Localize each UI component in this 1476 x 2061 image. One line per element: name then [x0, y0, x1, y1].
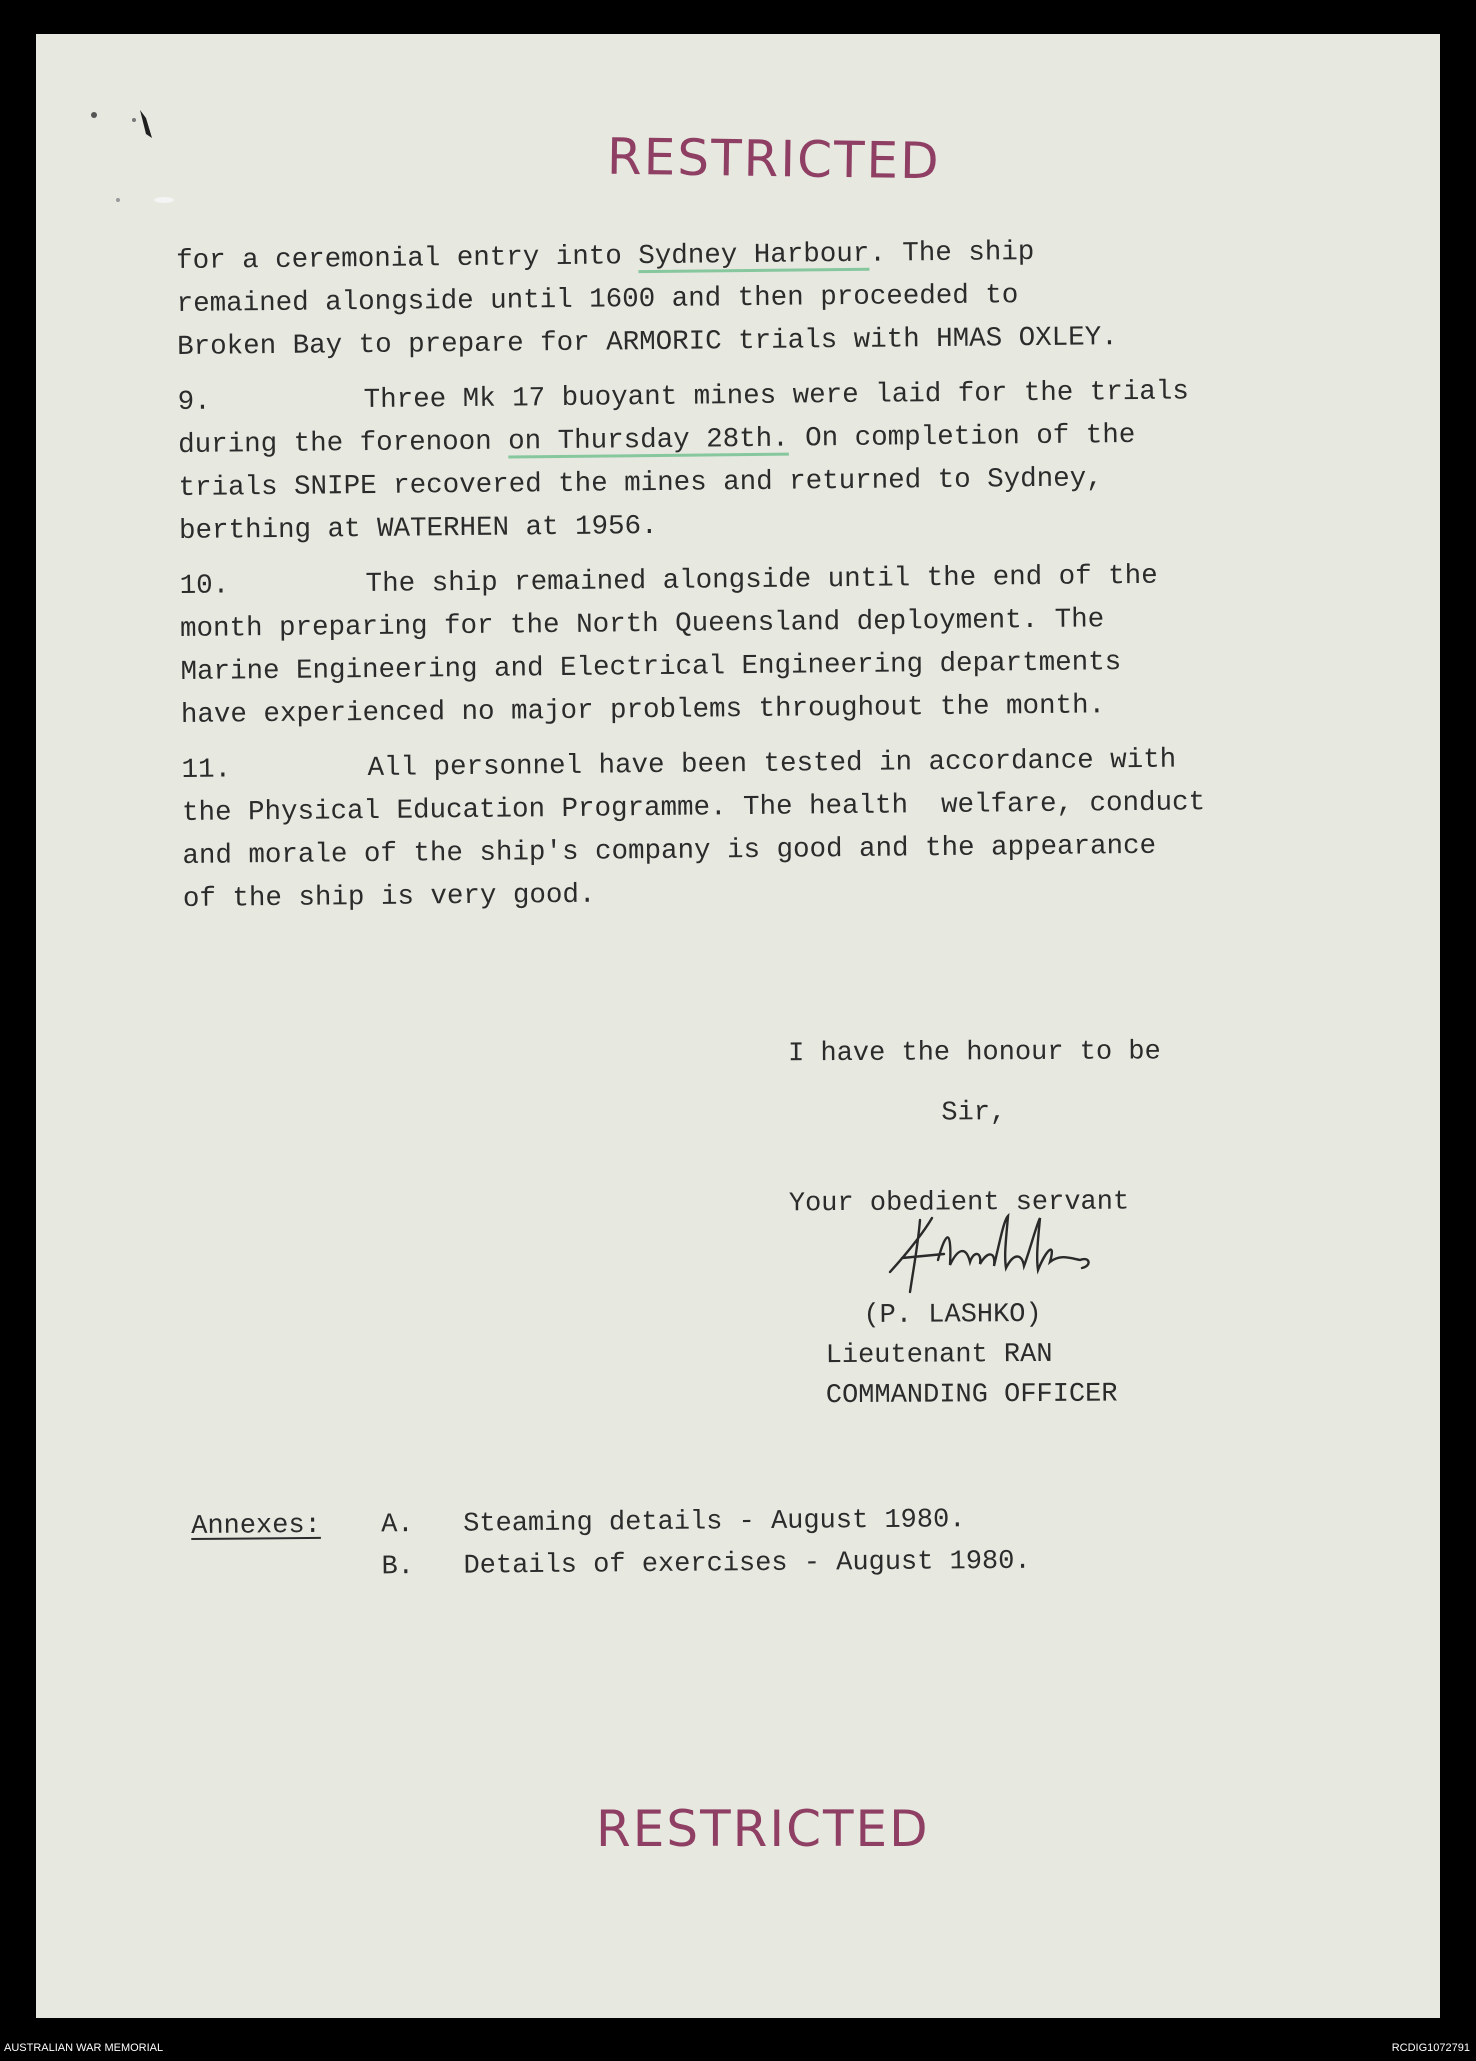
annex-text: Details of exercises - August 1980. — [463, 1546, 1031, 1582]
closing-servant: Your obedient servant — [788, 1187, 1130, 1220]
closing-honour: I have the honour to be — [788, 1037, 1161, 1070]
paragraph-8-continuation — [176, 228, 1337, 369]
para9-number: 9. — [177, 386, 211, 418]
signatory-title: COMMANDING OFFICER — [825, 1379, 1118, 1412]
para10-first-text: The ship remained alongside until the end of the — [365, 560, 1158, 601]
handwritten-signature — [880, 1210, 1160, 1300]
closing-sir: Sir, — [941, 1098, 1007, 1129]
para10-line-2: Marine Engineering and Electrical Engineering departments — [180, 647, 1122, 688]
para8-line-2: remained alongside until 1600 and then proceeded to — [176, 280, 1019, 320]
annex-item-a — [381, 1499, 966, 1546]
paragraph-9 — [177, 369, 1339, 553]
para11-line-3: of the ship is very good. — [182, 879, 596, 915]
footer-record-id: RCDIG1072791 — [1391, 2042, 1470, 2054]
para8-line-1-pre: for a ceremonial entry into — [176, 241, 639, 277]
para11-line-1: the Physical Education Programme. The health welfare, conduct — [181, 787, 1206, 829]
para9-line-2: trials SNIPE recovered the mines and returned to Sydney, — [178, 463, 1103, 504]
punch-holes-marks — [36, 34, 236, 214]
annex-letter: A. — [381, 1510, 414, 1541]
para9-line-3: berthing at WATERHEN at 1956. — [178, 510, 658, 547]
para8-line-1-post: . The ship — [869, 237, 1035, 270]
para8-line-3: Broken Bay to prepare for ARMORIC trials with HMAS OXLEY. — [176, 322, 1118, 363]
restricted-stamp-bottom: RESTRICTED — [596, 1800, 930, 1858]
annex-text: Steaming details - August 1980. — [463, 1505, 966, 1540]
para11-first-text: All personnel have been tested in accordance with — [367, 744, 1177, 785]
footer-archive-name: AUSTRALIAN WAR MEMORIAL — [4, 2042, 164, 2054]
para10-line-3: have experienced no major problems throughout the month. — [180, 690, 1106, 731]
para9-line-1-post: On completion of the — [788, 419, 1136, 455]
para9-line-1-pre: during the forenoon — [177, 426, 509, 461]
para11-line-2: and morale of the ship's company is good and the appearance — [182, 830, 1157, 872]
letter-body — [176, 228, 1343, 933]
closing-block — [788, 1037, 1288, 1412]
annex-item-b — [381, 1541, 1030, 1589]
para10-number: 10. — [179, 570, 230, 602]
paragraph-10 — [179, 553, 1341, 737]
thursday-highlight: on Thursday 28th. — [508, 423, 789, 458]
para10-line-1: month preparing for the North Queensland deployment. The — [179, 604, 1105, 645]
signatory-rank: Lieutenant RAN — [825, 1339, 1053, 1372]
annexes-section — [191, 1497, 1191, 1583]
annexes-label: Annexes: — [191, 1510, 321, 1542]
restricted-stamp-top: RESTRICTED — [606, 127, 942, 191]
sydney-harbour-highlight: Sydney Harbour — [638, 238, 870, 273]
paragraph-11 — [181, 737, 1343, 921]
para11-number: 11. — [181, 754, 232, 786]
signatory-name: (P. LASHKO) — [863, 1299, 1042, 1331]
document-page — [36, 34, 1440, 2018]
annex-letter: B. — [381, 1552, 415, 1583]
para9-first-text: Three Mk 17 buoyant mines were laid for the trials — [363, 376, 1189, 417]
